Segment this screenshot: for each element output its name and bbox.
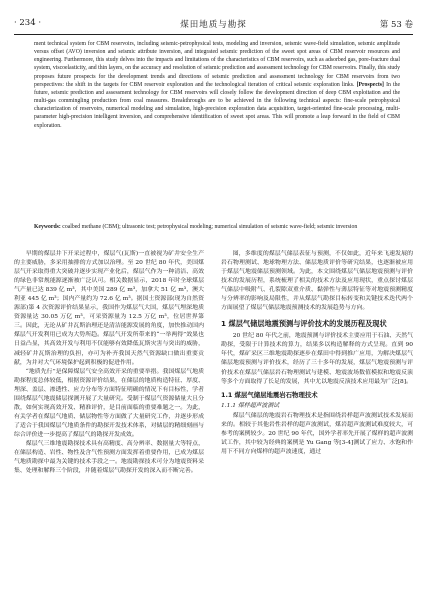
paragraph: 煤层气三维地震勘探技术具有高精度、高分辨率、数据量大等特点，在储层构造、岩性、物性及含气性预测方面发挥着重要作用，已成为煤层气地质勘探中最为关键的技术手段之一。地震勘探技术可分为地震资料采集、处理和解释三个阶段，并随着煤层气勘探开发的深入而不断完善。 bbox=[14, 440, 204, 475]
subsubsection-heading: 1.1.1 煤样超声波测试 bbox=[221, 402, 280, 409]
abstract-text: ment technical system for CBM reservoirs, including seismic-petrophysical tests, modeling and inversion, seismic wave-field simulation, seismic amplitude versus offset (AVO) inversion and seismic attribute inversion, and integrated seismic prediction of the sweet spot areas of CBM reservoir resources and engineering. Furthermore, this study delves into the impacts and limitations of the characteristics of CBM reservoirs, such as adsorbed gas, pore-fracture dual system, viscoelasticity, and thin layers, on the accuracy and resolution of seismic prediction and assessment technology for CBM reservoirs. Finally, this study proposes future prospects for the development trends and directions of seismic prediction and assessment technology for CBM reservoirs from two perspectives: the shift in the targets for CBM reservoir exploration and the technological iteration of critical seismic exploration links. bbox=[34, 41, 400, 88]
page-header bbox=[14, 18, 413, 32]
english-abstract bbox=[34, 40, 400, 130]
header-rule bbox=[14, 34, 413, 35]
prospects-text: In the future, seismic prediction and assessment technology for CBM reservoirs will closely follow the development direction of deep CBM exploitation and the multi-gas commingling production from coal measures. Breakthroughs are to be achieved in the following technical aspects: fine-scale petrophysical characterization of reservoirs, numerical modeling and simulation, high-precision exploration data acquisition, target-oriented fine-scale processing, multi-parameter high-precision intelligent inversion, and comprehensive identification of sweet spot areas. This will promote a leap forward in the field of CBM exploration. bbox=[34, 81, 401, 129]
keywords-text: coalbed methane (CBM); ultrasonic test; petrophysical modeling; numerical simulation of seismic wave-field; seismic inversion bbox=[62, 224, 358, 230]
paragraph: 20 世纪 80 年代之前，地震预测与评价技术主要应用于石油、天然气勘探，受限于计算技术的算力，结果多以构造解释的方式呈现。直到 90 年代，煤矿采区三维地震勘探逐步在煤田中得到推广应用，为解决煤层气储层地震预测与评价技术，经历了三十多年的发展，煤层气地震预测与评价技术在煤层气储层岩石物理测试与建模、地震波场数值模拟和地震反演等多个方面取得了长足的发展，其中尤以地震反演技术应用最为广泛[8]。 bbox=[221, 333, 413, 385]
left-column bbox=[14, 250, 204, 476]
right-column bbox=[221, 250, 413, 457]
keywords bbox=[34, 223, 400, 231]
prospects-label: [Prospects] bbox=[356, 81, 384, 88]
section-heading: 1 煤层气储层地震预测与评价技术的发展历程及现状 bbox=[221, 319, 387, 329]
journal-title: 煤田地质与勘探 bbox=[180, 20, 247, 30]
paragraph: 图，多维度的煤层气储层表征与预测，不仅如此，近年来飞速发展的岩石物理测试、地球物理方法、储层地质评价等研究结果，也逐渐被应用于煤层气地震储层预测领域。为此，本文围绕煤层气储层地震预测与评价技术的发展历程，系统梳理了相关的技术方法及应用现状，重点探讨煤层气储层中吸附气、孔裂隙双重介质、黏弹性与薄层特征等对地震预测精度与分辨率的影响及局限性，并从煤层气勘探目标转变和关键技术迭代两个方面展望了煤层气储层地震预测技术的发展趋势与方向。 bbox=[221, 251, 413, 312]
paragraph: “地质先行”是保障煤层气安全高效开采的重要举措。我国煤层气地质勘探程度总体较低，根据资源评价结果，在储层的地质构造特征、厚度、埋深、盖层、渗透性、应力分布等方面特征明确的情况下有目标性，学者围绕煤层气地震储层探测开展了大量研究。受制于煤层气资源储量大且分散，如何实现高效开发、精准评价，是目前面临的重要难题之一。为此，有关学者在煤层气地质、储层物性等方面做了大量研究工作，并逐步形成了适合于我国煤层气地质条件的勘探开发技术体系，对储层的精细刻画与综合评价进一步提高了煤层气的勘探开发成效。 bbox=[14, 368, 204, 438]
paragraph: 煤层气储层的地震岩石物理技术是指围绕岩样超声波测试技术发展而来的。相较于其他岩性岩样的超声波测试，煤岩超声波测试难度较大，可参考的案例较少。20 世纪 90 年代，国外学者率先开展了煤样的超声波测试工作，其中较为经典的案例是 Yu Gang 等[3-4]测试了应力、水饱和作用下不同方向煤样的超声波速度，通过 bbox=[221, 412, 413, 455]
volume-label: 第 53 卷 bbox=[379, 20, 413, 30]
paragraph: 早期的煤层井下开采过程中，煤层气(瓦斯)一直被视为矿井安全生产的主要威胁，多采用抽排的方式加以治理。至 20 世纪 80 年代，美国煤层气开采取得重大突破并逐步实现产业化后，煤层气作为一种清洁、高效的绿色非常规能源逐渐被广泛认可。相关数据显示，2018 年时全球煤层气产量已达 839 亿 m³，其中美国 289 亿 m³，加拿大 51 亿 m³，澳大利亚 445 亿 m³；国内产量约为 72.6 亿 m³。据国土资源部(现为自然资源部)第 4 次资源评价结果显示，我国作为煤层气大国，煤层气埋深地质资源量达 30.05 万亿 m³，可采资源量为 12.5 万亿 m³，位居世界第三。因此，无论从矿井瓦斯治理还是清洁能源发展的角度，加快推动国内煤层气开发利用已成为大势所趋。煤层气开发所带来的“一举两得”效果也日益凸显，其高效开发与利用不仅能够有效降低瓦斯灾害与突出的威胁，减轻矿井瓦斯治理的负担，亦可为补齐我国天然气资源缺口做出重要贡献，为并对大气环境保护起到积极的促进作用。 bbox=[14, 251, 204, 366]
keywords-label: Keywords: bbox=[34, 224, 61, 230]
page-number: · 234 · bbox=[14, 18, 42, 28]
subsection-heading: 1.1 煤层气储层地震岩石物理技术 bbox=[221, 390, 318, 399]
